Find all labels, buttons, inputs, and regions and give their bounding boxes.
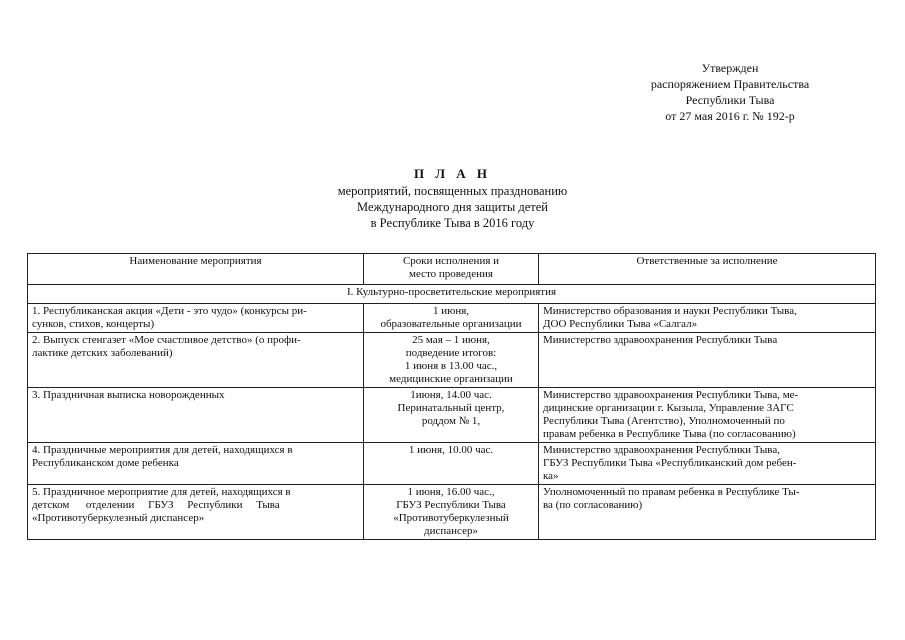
table-header-row [28,254,876,285]
plan-heading: П Л А Н [413,166,492,181]
title-line-2: Международного дня защиты детей [357,200,548,214]
table-row [28,388,876,443]
document-title [200,166,705,231]
approval-line-3: Республики Тыва [685,93,775,107]
row-1-time: 1 июня, образовательные организации [364,304,539,333]
approval-line-2: распоряжением Правительства [650,77,810,91]
header-time: Сроки исполнения и место проведения [364,254,539,285]
table-row [28,304,876,333]
approval-line-4: от 27 мая 2016 г. № 192-р [665,109,795,123]
row-2-name: 2. Выпуск стенгазет «Мое счастливое детство» (о профи- лактике детских заболеваний) [28,333,364,388]
row-1-responsible: Министерство образования и науки Республики Тыва, ДОО Республики Тыва «Салгал» [539,304,876,333]
row-3-time: 1июня, 14.00 час. Перинатальный центр, роддом № 1, [364,388,539,443]
row-4-time: 1 июня, 10.00 час. [364,443,539,485]
row-4-name: 4. Праздничные мероприятия для детей, находящихся в Республиканском доме ребенка [28,443,364,485]
table-row [28,333,876,388]
row-3-responsible: Министерство здравоохранения Республики Тыва, ме- дицинские организации г. Кызыла, Управление ЗАГС Республики Тыва (Агентство), Уполномоченный по правам ребенка в Республике Тыва (по согласованию) [539,388,876,443]
title-line-3: в Республике Тыва в 2016 году [370,216,535,230]
row-3-name: 3. Праздничная выписка новорожденных [28,388,364,443]
section-title: I. Культурно-просветительские мероприятия [28,285,876,304]
row-2-responsible: Министерство здравоохранения Республики Тыва [539,333,876,388]
title-line-1: мероприятий, посвященных празднованию [337,184,568,198]
row-5-responsible: Уполномоченный по правам ребенка в Республике Ты- ва (по согласованию) [539,485,876,540]
table-row [28,443,876,485]
table-row [28,485,876,540]
row-2-time: 25 мая – 1 июня, подведение итогов: 1 июня в 13.00 час., медицинские организации [364,333,539,388]
row-4-responsible: Министерство здравоохранения Республики Тыва, ГБУЗ Республики Тыва «Республиканский дом ребен- ка» [539,443,876,485]
section-row [28,285,876,304]
header-name: Наименование мероприятия [28,254,364,285]
approval-line-1: Утвержден [701,61,759,75]
row-5-time: 1 июня, 16.00 час., ГБУЗ Республики Тыва «Противотуберкулезный диспансер» [364,485,539,540]
events-table [27,253,876,540]
header-responsible: Ответственные за исполнение [539,254,876,285]
approval-stamp [580,60,880,124]
row-1-name: 1. Республиканская акция «Дети - это чудо» (конкурсы ри- сунков, стихов, концерты) [28,304,364,333]
row-5-name: 5. Праздничное мероприятие для детей, находящихся в детском отделении ГБУЗ Республики Тыва «Противотуберкулезный диспансер» [28,485,364,540]
